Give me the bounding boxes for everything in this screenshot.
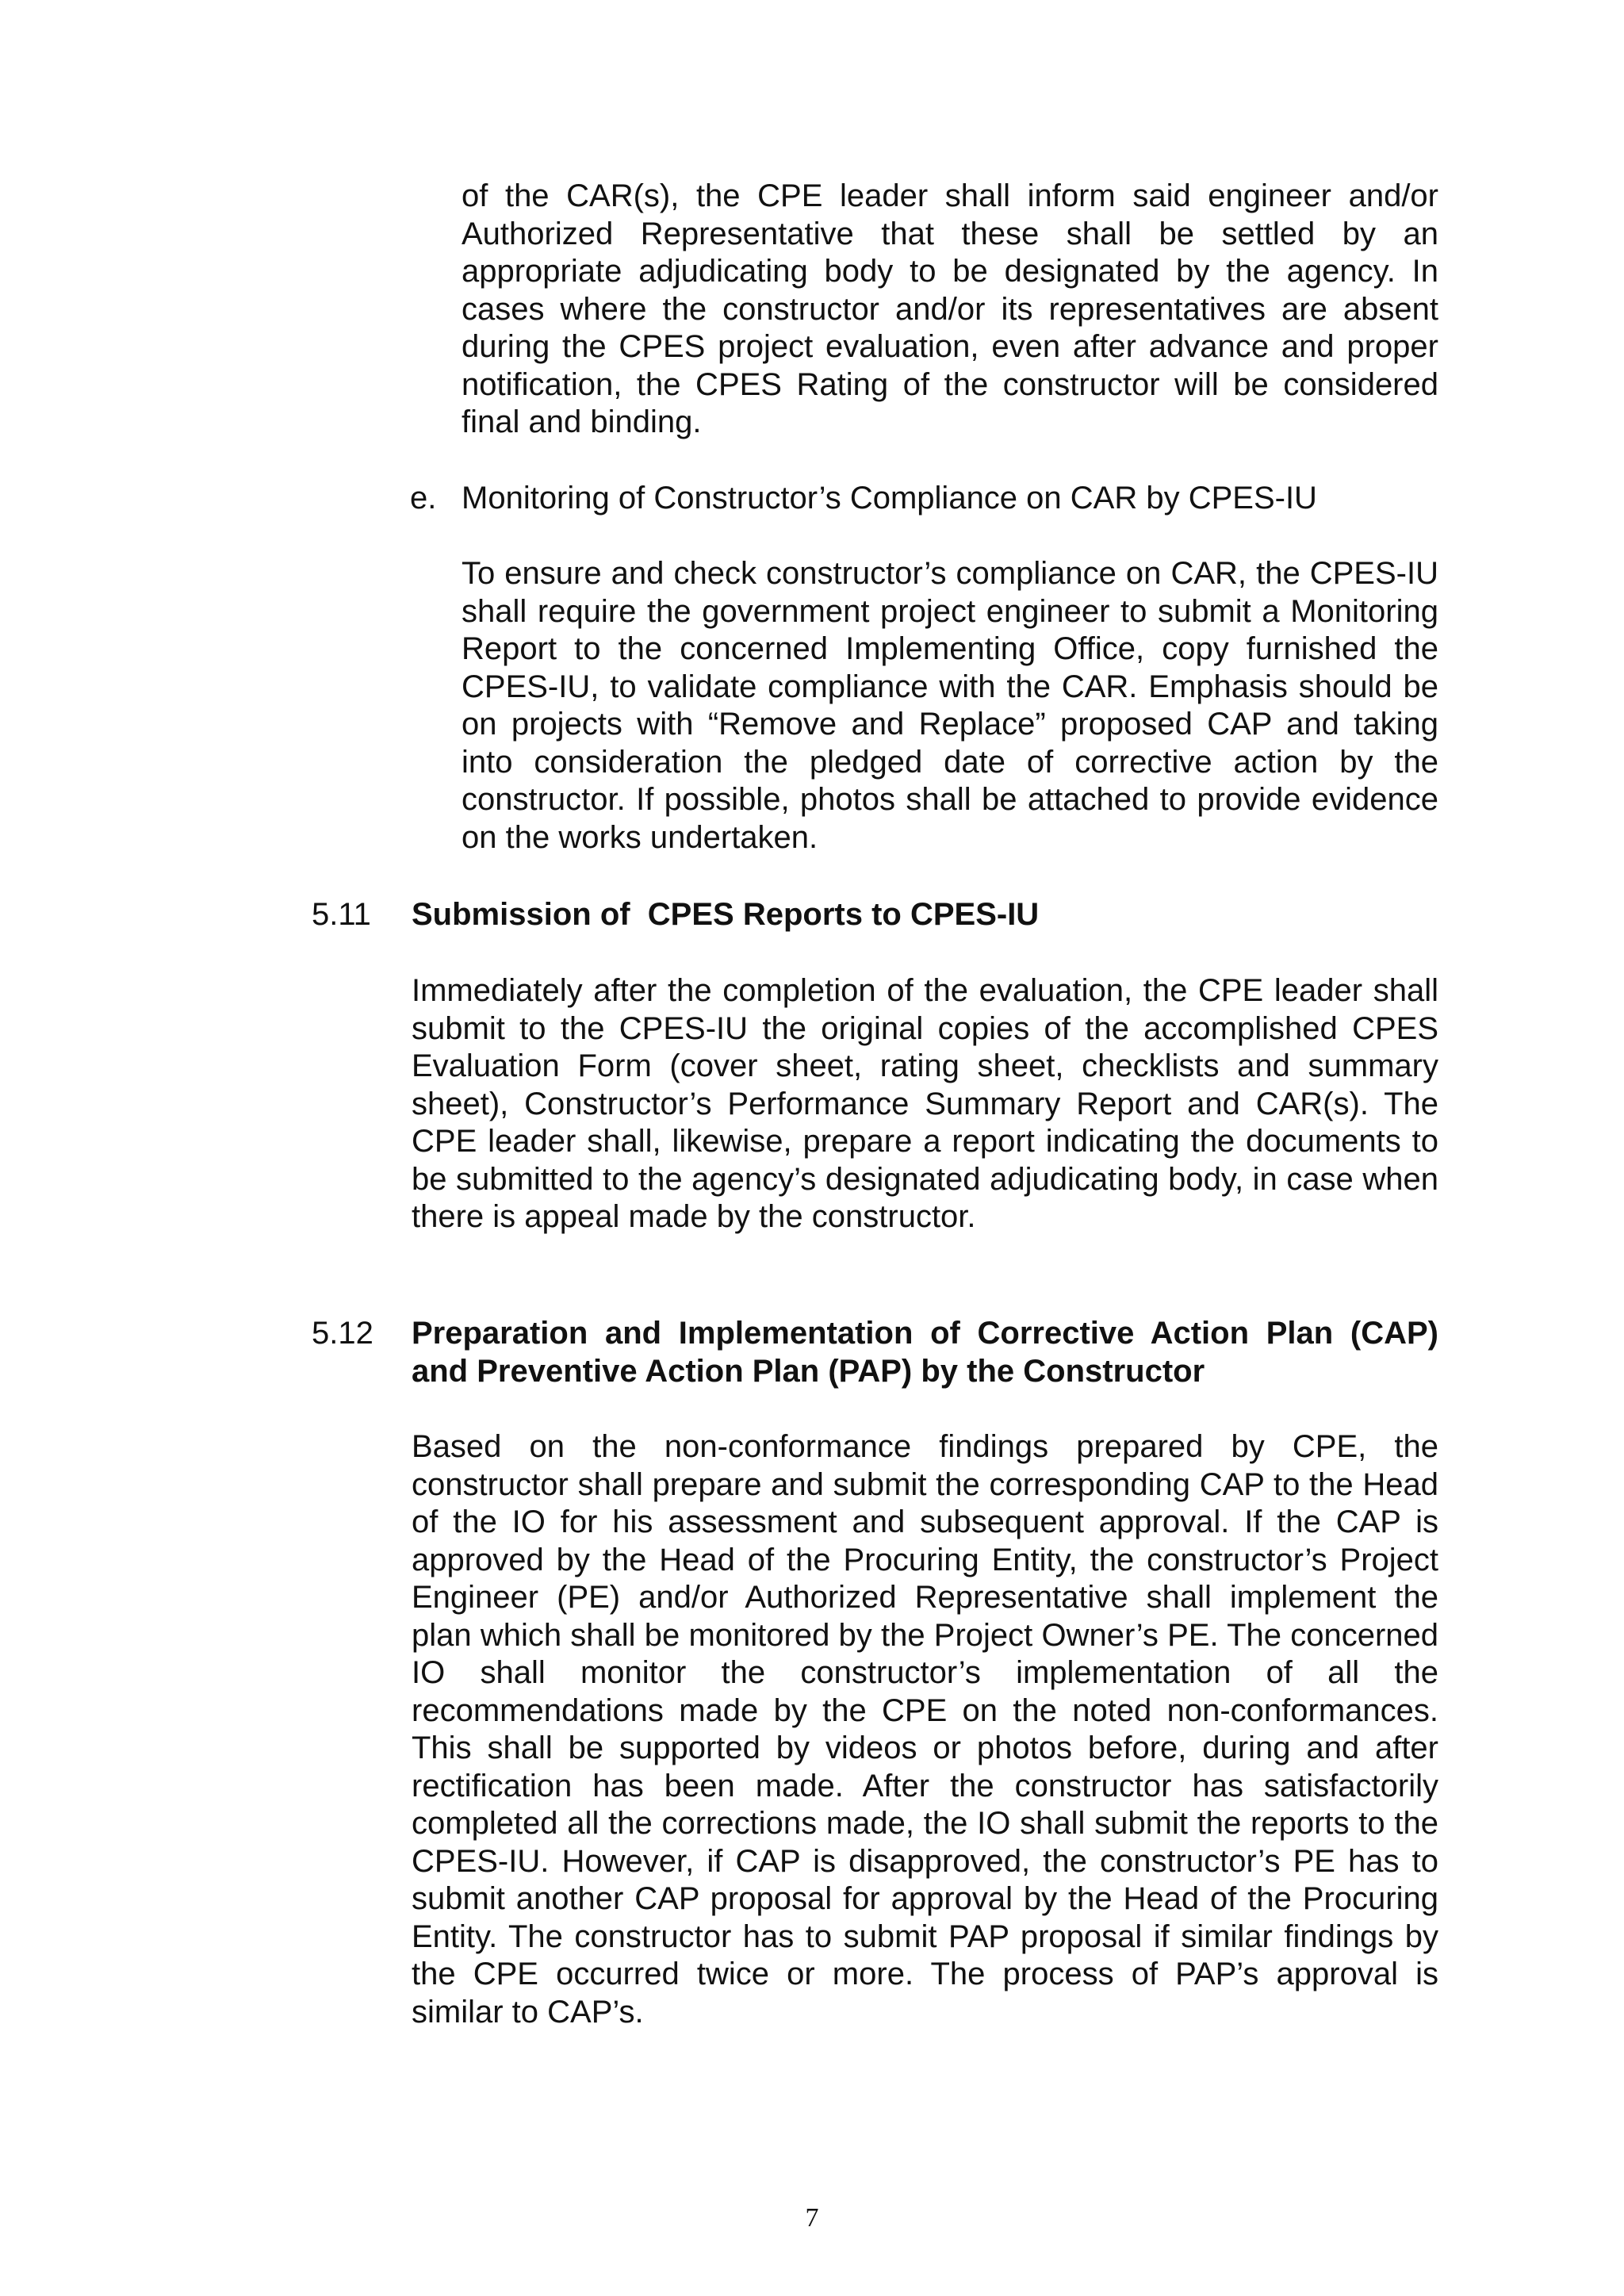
- section-5-12-body: Based on the non-conformance findings prepared by CPE, the constructor shall prepare and submit the corresponding CAP to the Head of the IO for his assessment and subsequent approval. If the CAP is approved by the Head of the Procuring Entity, the constructor’s Project Engineer (PE) and/or Authorized Representative shall implement the plan which shall be monitored by the Project Owner’s PE. The concerned IO shall monitor the constructor’s implementation of all the recommendations made by the CPE on the noted non-conformances. This shall be supported by videos or photos before, during and after rectification has been made. After the constructor has satisfactorily completed all the corrections made, the IO shall submit the reports to the CPES-IU. However, if CAP is disapproved, the constructor’s PE has to submit another CAP proposal for approval by the Head of the Procuring Entity. The constructor has to submit PAP proposal if similar findings by the CPE occurred twice or more. The process of PAP’s approval is similar to CAP’s.: [412, 1429, 1438, 2030]
- item-e-body: To ensure and check constructor’s compliance on CAR, the CPES-IU shall require the government project engineer to submit a Monitoring Report to the concerned Implementing Office, copy furnished the CPES-IU, to validate compliance with the CAR. Emphasis should be on projects with “Remove and Replace” proposed CAP and taking into consideration the pledged date of corrective action by the constructor. If possible, photos shall be attached to provide evidence on the works undertaken.: [462, 556, 1438, 855]
- section-5-11-number: 5.11: [312, 897, 371, 932]
- item-e-marker: e.: [410, 481, 437, 516]
- continuation-paragraph: of the CAR(s), the CPE leader shall inform said engineer and/or Authorized Representative that these shall be settled by an appropriate adjudicating body to be designated by the agency. In cases where the constructor and/or its representatives are absent during the CPES project evaluation, even after advance and proper notification, the CPES Rating of the constructor will be considered final and binding.: [462, 178, 1438, 439]
- section-5-12-heading: Preparation and Implementation of Corrective Action Plan (CAP) and Preventive Action Plan (PAP) by the Constructor: [412, 1316, 1438, 1389]
- section-5-12-number: 5.12: [312, 1316, 373, 1351]
- item-e-title: Monitoring of Constructor’s Compliance on CAR by CPES-IU: [462, 481, 1317, 516]
- section-5-11-heading: Submission of CPES Reports to CPES-IU: [412, 897, 1040, 932]
- section-5-11-body: Immediately after the completion of the evaluation, the CPE leader shall submit to the CPES-IU the original copies of the accomplished CPES Evaluation Form (cover sheet, rating sheet, checklists and summary sheet), Constructor’s Performance Summary Report and CAR(s). The CPE leader shall, likewise, prepare a report indicating the documents to be submitted to the agency’s designated adjudicating body, in case when there is appeal made by the constructor.: [412, 973, 1438, 1234]
- page-number: 7: [805, 2203, 819, 2233]
